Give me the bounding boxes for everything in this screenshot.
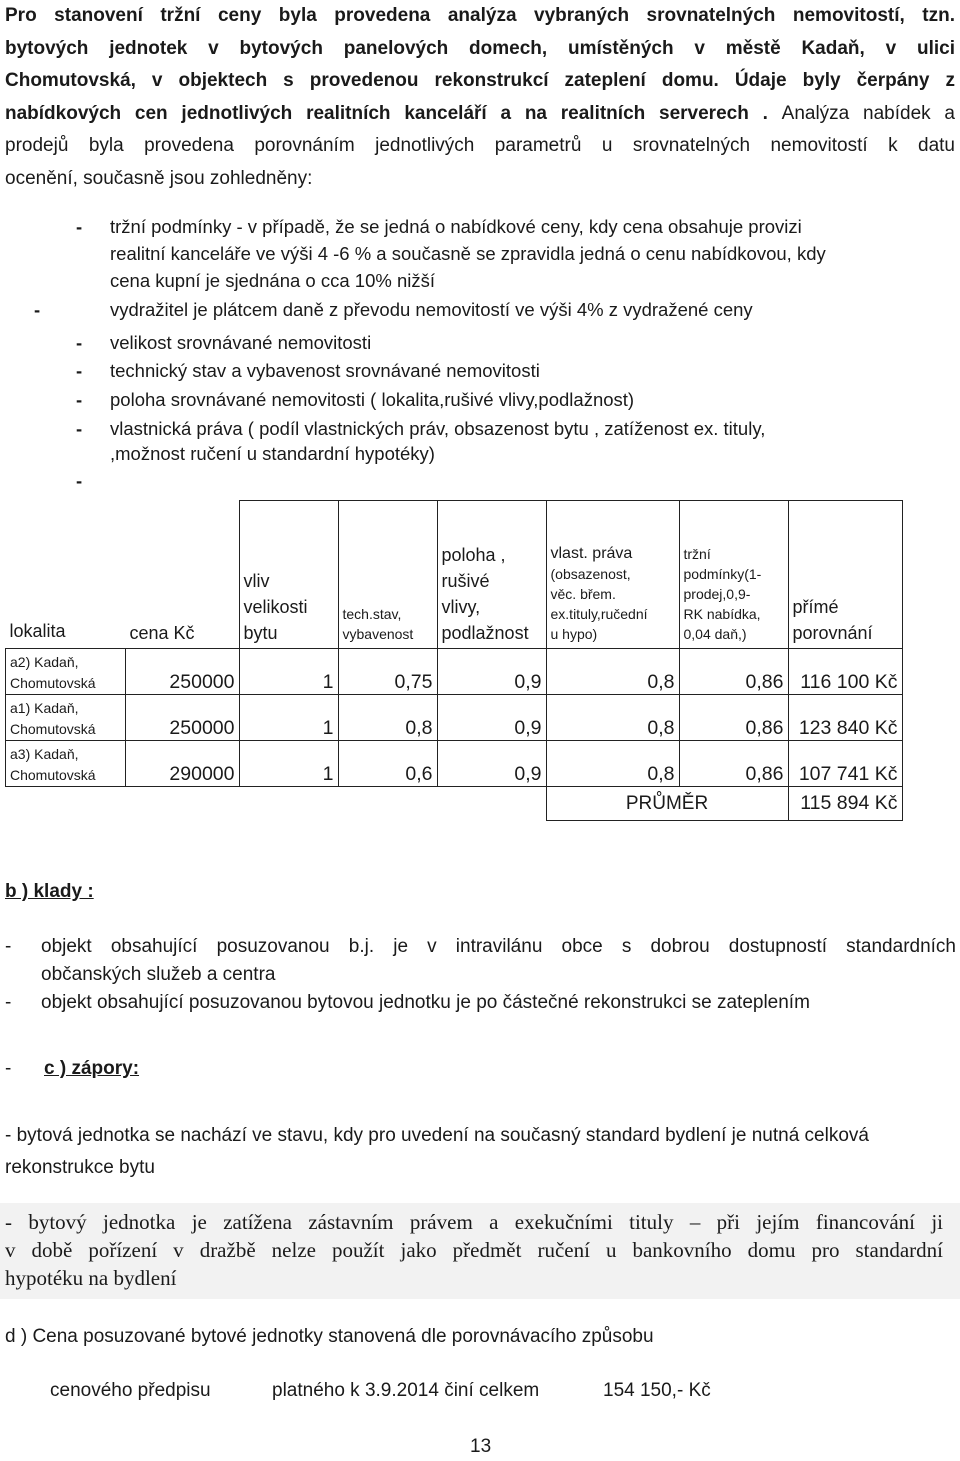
header-line: rušivé (441, 571, 490, 591)
header-line: porovnání (792, 623, 873, 643)
intro-line: prodejů byla provedena porovnáním jednotlivých parametrů u srovnatelných nemovitostí k datu (5, 135, 955, 156)
header-line: u hypo) (550, 626, 598, 642)
average-value: 115 894 Kč (788, 787, 902, 821)
shaded-paragraph (0, 1203, 960, 1299)
loc-line: Chomutovská (10, 675, 96, 691)
list-item: tržní podmínky - v případě, že se jedná o nabídkové ceny, kdy cena obsahuje provizi (110, 216, 802, 237)
empty-cell (6, 787, 126, 821)
intro-line: bytových jednotek v bytových panelových domech, umístěných v městě Kadaň, v ulici (5, 37, 955, 59)
cell-tech: 0,75 (338, 649, 437, 695)
table-header-row (6, 501, 903, 649)
header-line: tržní (683, 546, 711, 562)
cell-cena: 250000 (126, 649, 240, 695)
loc-line: Chomutovská (10, 767, 96, 783)
klady-item: objekt obsahující posuzovanou bytovou jednotku je po částečné rekonstrukci se zateplením (41, 992, 810, 1013)
cell-lokalita (6, 649, 126, 695)
intro-line: Pro stanovení tržní ceny byla provedena analýza vybraných srovnatelných nemovitostí, tzn. (5, 5, 955, 26)
loc-line: a2) Kadaň, (10, 654, 79, 670)
cena-value: 154 150,- Kč (603, 1380, 711, 1401)
header-line: RK nabídka, (683, 606, 761, 622)
table-row (6, 741, 903, 787)
comparison-table (5, 500, 903, 821)
list-dash: - (76, 216, 83, 237)
header-line: podmínky(1- (683, 566, 762, 582)
header-line: prodej,0,9- (683, 586, 751, 602)
cell-tech: 0,6 (338, 741, 437, 787)
header-line: tech.stav, (342, 606, 402, 622)
intro-line: ocenění, současně jsou zohledněny: (5, 167, 313, 189)
list-item: vydražitel je plátcem daně z převodu nemovitostí ve výši 4% z vydražené ceny (110, 299, 753, 320)
list-dash: - (5, 1058, 12, 1079)
header-lokalita: lokalita (6, 501, 126, 649)
cell-poloha: 0,9 (437, 695, 546, 741)
header-line: velikosti (243, 597, 308, 617)
empty-cell (126, 787, 240, 821)
table-row (6, 649, 903, 695)
zapory-heading: c ) zápory: (44, 1058, 140, 1079)
list-item-cont: realitní kanceláře ve výši 4 -6 % a současně se zpravidla jedná o cenu nabídkovou, kdy (110, 243, 826, 264)
header-cena: cena Kč (126, 501, 240, 649)
intro-line (5, 98, 955, 131)
cell-lokalita (6, 741, 126, 787)
cell-poloha: 0,9 (437, 649, 546, 695)
zapory-item-cont: rekonstrukce bytu (5, 1157, 155, 1178)
cell-lokalita (6, 695, 126, 741)
zapory-item-cont: hypotéku na bydlení (5, 1266, 177, 1290)
list-item: technický stav a vybavenost srovnávané nemovitosti (110, 360, 540, 381)
list-item: vlastnická práva ( podíl vlastnických práv, obsazenost bytu , zatíženost ex. tituly, (110, 418, 766, 439)
intro-paragraph (5, 0, 955, 195)
header-line: vliv (243, 571, 270, 591)
average-label: PRŮMĚR (546, 787, 788, 821)
cell-prime: 107 741 Kč (788, 741, 902, 787)
header-line: přímé (792, 597, 839, 617)
zapory-item: - bytová jednotka se nachází ve stavu, kdy pro uvedení na současný standard bydlení je nutná celková (5, 1125, 869, 1146)
list-dash: - (76, 418, 83, 439)
header-line: poloha , (441, 545, 506, 565)
loc-line: a1) Kadaň, (10, 700, 79, 716)
header-vlast-prava (546, 501, 679, 649)
list-item: poloha srovnávané nemovitosti ( lokalita,rušivé vlivy,podlažnost) (110, 389, 635, 410)
list-item: velikost srovnávané nemovitosti (110, 332, 372, 353)
list-dash: - (5, 936, 12, 957)
cena-label: cenového předpisu (50, 1380, 211, 1401)
header-line: ex.tituly,ručední (550, 606, 648, 622)
cell-cena: 250000 (126, 695, 240, 741)
zapory-item: - bytový jednotka je zatížena zástavním právem a exekučními tituly – při jejím financování ji (5, 1210, 943, 1234)
klady-heading: b ) klady : (5, 881, 94, 902)
header-trzni-podminky (679, 501, 788, 649)
header-line: vybavenost (342, 626, 414, 642)
header-vliv-velikosti (239, 501, 338, 649)
table-row-average (6, 787, 903, 821)
klady-item-cont: občanských služeb a centra (41, 964, 276, 985)
header-prime-porovnani (788, 501, 902, 649)
header-line: vlivy, (441, 597, 481, 617)
intro-line-part: nabídkových cen jednotlivých realitních kanceláří a na realitních serverech . (5, 102, 768, 124)
loc-line: Chomutovská (10, 721, 96, 737)
cell-poloha: 0,9 (437, 741, 546, 787)
table-row (6, 695, 903, 741)
page-number: 13 (470, 1436, 492, 1457)
loc-line: a3) Kadaň, (10, 746, 79, 762)
header-line: podlažnost (441, 623, 529, 643)
cell-vlast: 0,8 (546, 741, 679, 787)
list-dash: - (76, 332, 83, 353)
intro-line: Chomutovská, v objektech s provedenou rekonstrukcí zateplení domu. Údaje byly čerpány z (5, 70, 955, 91)
header-poloha (437, 501, 546, 649)
header-line: (obsazenost, (550, 566, 631, 582)
empty-cell (239, 787, 338, 821)
header-line: bytu (243, 623, 278, 643)
header-line: věc. břem. (550, 586, 616, 602)
header-line: 0,04 daň,) (683, 626, 747, 642)
cell-trzni: 0,86 (679, 649, 788, 695)
cell-prime: 116 100 Kč (788, 649, 902, 695)
cena-platny: platného k 3.9.2014 činí celkem (272, 1380, 540, 1401)
cell-prime: 123 840 Kč (788, 695, 902, 741)
cell-cena: 290000 (126, 741, 240, 787)
cell-velikost: 1 (239, 695, 338, 741)
cell-vlast: 0,8 (546, 695, 679, 741)
cena-line: d ) Cena posuzované bytové jednotky stanovená dle porovnávacího způsobu (5, 1326, 654, 1347)
zapory-item-cont: v době pořízení v dražbě nelze použít jako předmět ručení u bankovního domu pro standardní (5, 1238, 943, 1262)
header-line: vlast. práva (550, 545, 633, 562)
cell-vlast: 0,8 (546, 649, 679, 695)
empty-cell (338, 787, 437, 821)
header-tech-stav (338, 501, 437, 649)
cell-trzni: 0,86 (679, 695, 788, 741)
list-item-cont: cena kupní je sjednána o cca 10% nižší (110, 270, 435, 291)
cell-velikost: 1 (239, 649, 338, 695)
intro-line-part: Analýza nabídek a (781, 102, 955, 124)
empty-cell (437, 787, 546, 821)
list-dash: - (76, 360, 83, 381)
klady-item: objekt obsahující posuzovanou b.j. je v intravilánu obce s dobrou dostupností standardních (41, 936, 956, 957)
list-dash: - (34, 299, 41, 320)
list-dash: - (5, 992, 12, 1013)
cell-velikost: 1 (239, 741, 338, 787)
cell-tech: 0,8 (338, 695, 437, 741)
list-dash: - (76, 470, 83, 491)
cell-trzni: 0,86 (679, 741, 788, 787)
list-dash: - (76, 389, 83, 410)
list-item-cont: ,možnost ručení u standardní hypotéky) (110, 443, 435, 464)
